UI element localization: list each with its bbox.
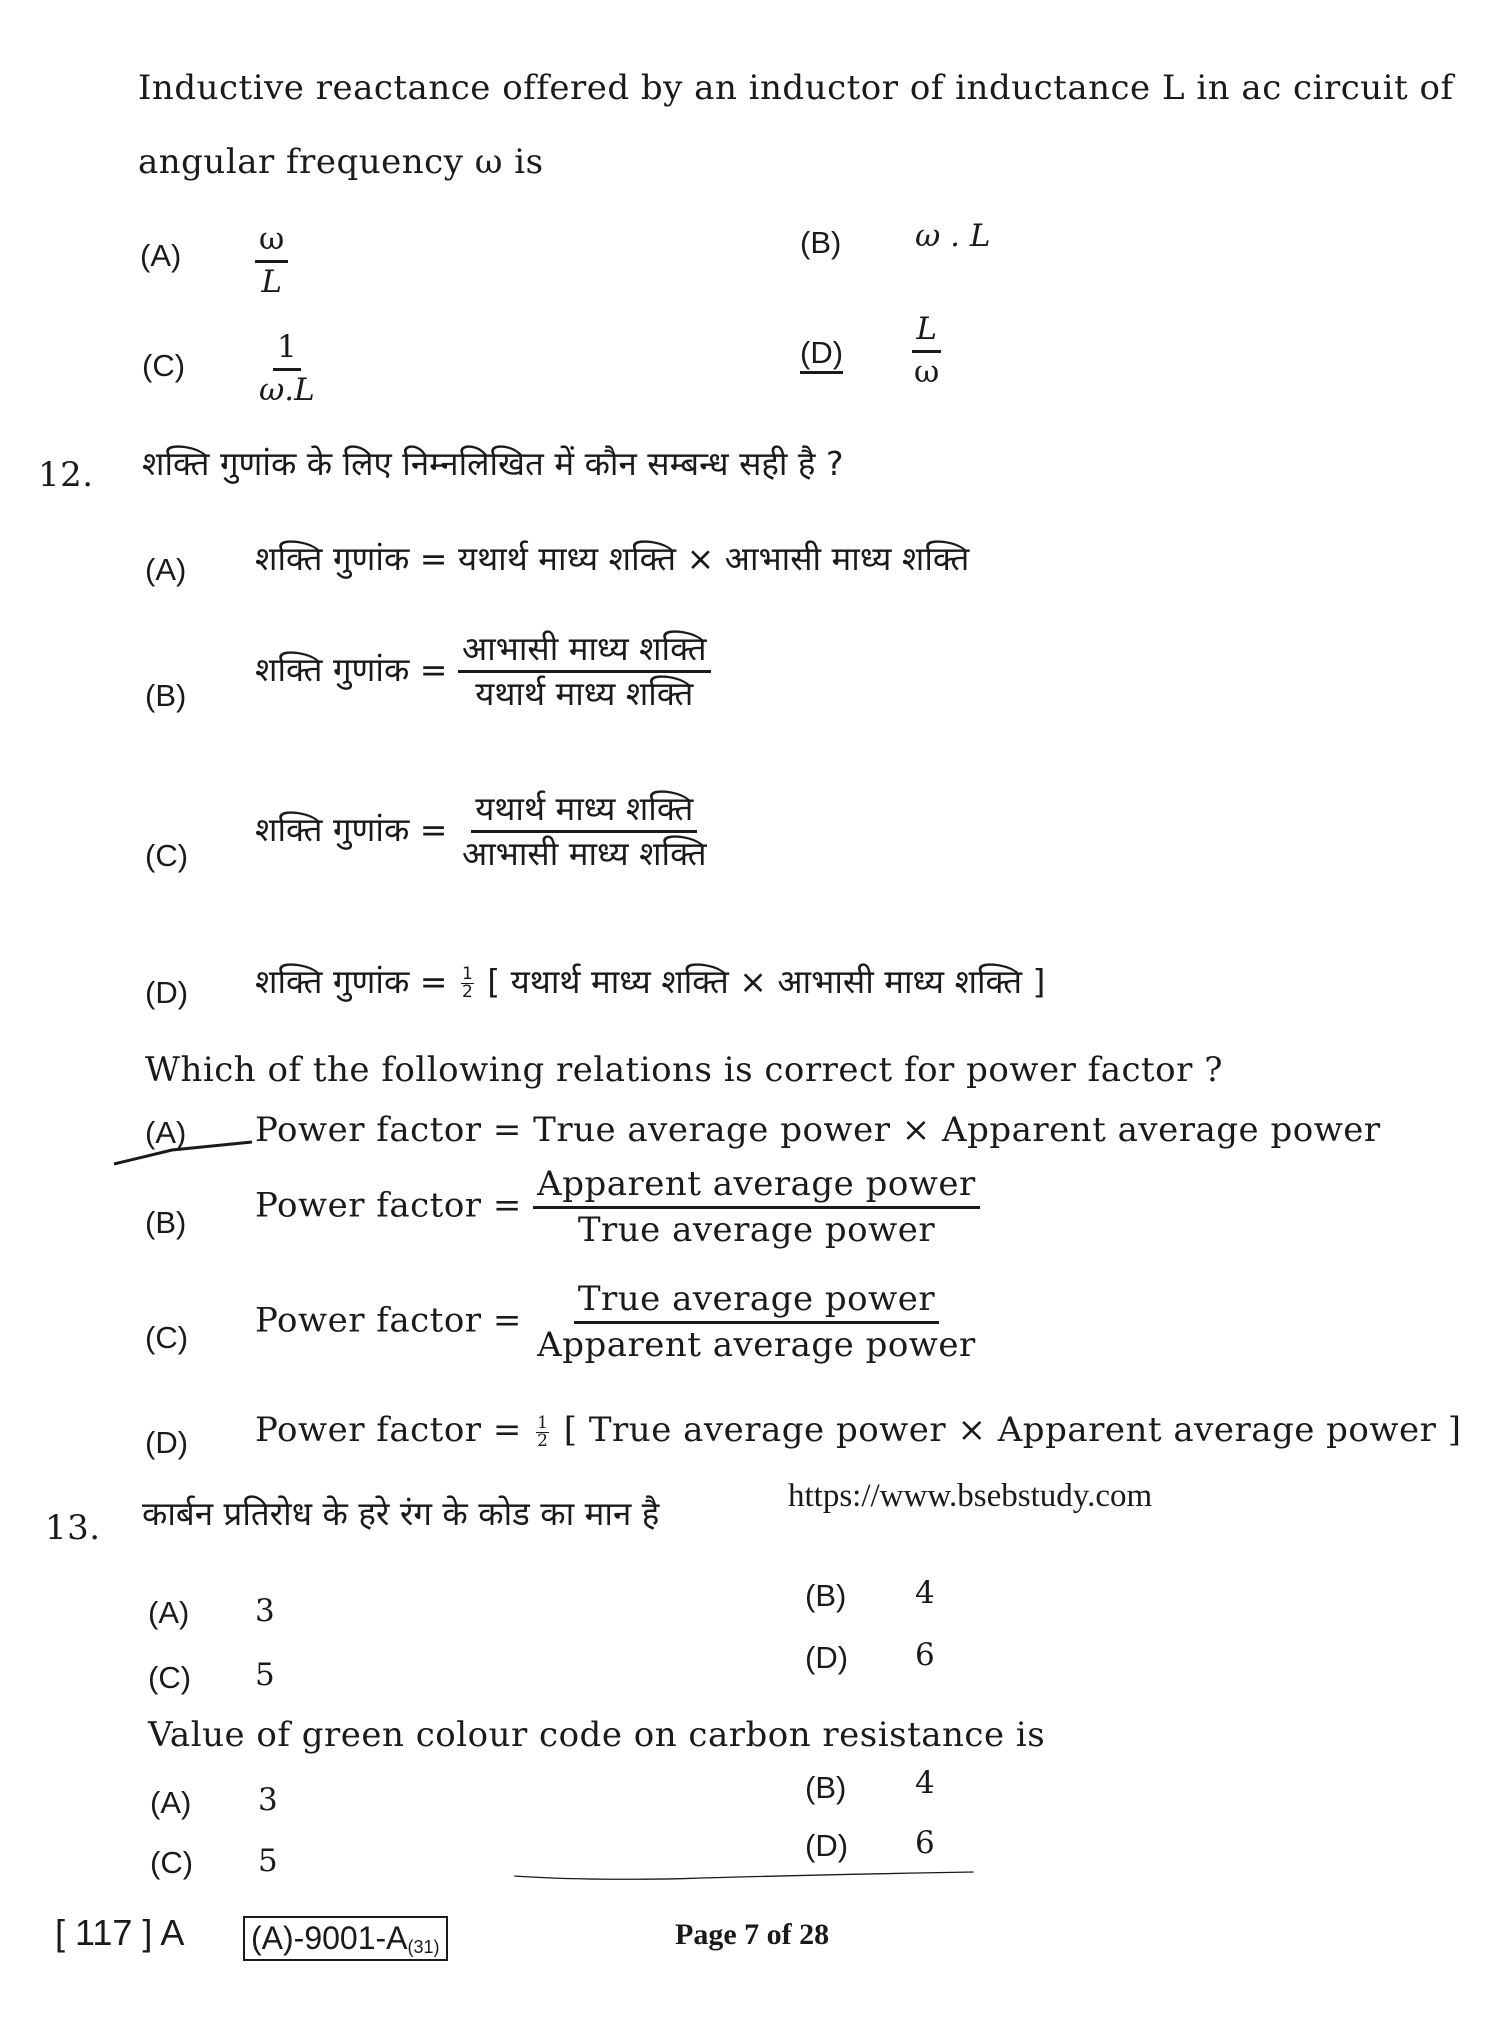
half-denominator: 2 [461, 982, 473, 1002]
fraction-numerator: 1 [273, 330, 301, 371]
q12-en-option-b-label[interactable]: (B) [145, 1205, 187, 1240]
q13-hi-option-d-label[interactable]: (D) [805, 1640, 849, 1675]
q11-option-c-label[interactable]: (C) [142, 348, 186, 383]
q13-hi-option-d-value: 6 [915, 1637, 935, 1673]
q13-text-english: Value of green colour code on carbon resistance is [148, 1715, 1046, 1755]
q12-hi-option-d-label[interactable]: (D) [145, 975, 189, 1010]
lhs: शक्ति गुणांक = [255, 962, 448, 1001]
footer-marks: [ 117 ] A [55, 1912, 185, 1953]
rhs: True average power × Apparent average power [533, 1110, 1381, 1150]
fraction-numerator: True average power [574, 1280, 939, 1324]
q13-hi-option-c-label[interactable]: (C) [148, 1660, 192, 1695]
rhs: यथार्थ माध्य शक्ति × आभासी माध्य शक्ति [457, 539, 970, 578]
fraction-numerator: आभासी माध्य शक्ति [458, 630, 711, 673]
q12-text-english: Which of the following relations is correct for power factor ? [145, 1050, 1223, 1090]
q12-hi-option-a-label[interactable]: (A) [145, 552, 187, 587]
paper-code: (A)-9001-A [251, 1920, 408, 1956]
footer-page-number: Page 7 of 28 [675, 1918, 830, 1951]
q13-en-option-d-value: 6 [915, 1825, 935, 1861]
q12-en-option-a-value [255, 1110, 1381, 1150]
lhs: Power factor = [255, 1110, 522, 1150]
q13-hi-option-b-value: 4 [915, 1575, 935, 1611]
q12-hi-option-d-value [255, 958, 1045, 1003]
q12-number: 12. [38, 455, 94, 495]
q11-option-c-value [255, 330, 319, 408]
q12-hi-option-c-value [255, 790, 711, 873]
fraction-denominator: आभासी माध्य शक्ति [461, 833, 707, 873]
footer-divider [55, 1870, 1433, 1880]
q12-hi-option-b-label[interactable]: (B) [145, 678, 187, 713]
q12-en-option-a-label[interactable]: (A) [145, 1115, 187, 1150]
q12-hi-option-a-value [255, 535, 969, 580]
q13-hi-option-a-label[interactable]: (A) [148, 1595, 190, 1630]
lhs: शक्ति गुणांक = [255, 649, 448, 689]
fraction-numerator: यथार्थ माध्य शक्ति [471, 790, 697, 833]
fraction-denominator: True average power [577, 1210, 936, 1251]
q12-en-option-d-label[interactable]: (D) [145, 1425, 189, 1460]
half-numerator: 1 [461, 964, 473, 984]
lhs: शक्ति गुणांक = [255, 809, 448, 849]
half-denominator: 2 [537, 1430, 549, 1451]
q13-hi-option-c-value: 5 [255, 1657, 275, 1693]
fraction-denominator: ω.L [259, 371, 315, 408]
q12-en-option-c-label[interactable]: (C) [145, 1320, 189, 1355]
q13-en-option-a-value: 3 [258, 1782, 278, 1818]
q11-option-b-value: ω . L [915, 218, 991, 254]
q12-en-option-b-value [255, 1165, 980, 1250]
q13-en-option-c-label[interactable]: (C) [150, 1845, 194, 1880]
q11-option-d-value [910, 312, 943, 390]
q11-text-line2: angular frequency ω is [138, 142, 544, 182]
q12-text-hindi: शक्ति गुणांक के लिए निम्नलिखित में कौन सम्बन्ध सही है ? [142, 444, 844, 483]
lhs: Power factor = [255, 1410, 522, 1450]
fraction-numerator: Apparent average power [533, 1165, 980, 1209]
q13-en-option-d-label[interactable]: (D) [805, 1828, 849, 1863]
q11-option-a-value [255, 222, 288, 300]
fraction-denominator: L [261, 263, 282, 300]
watermark-url: https://www.bsebstudy.com [788, 1478, 1153, 1514]
paper-code-subscript: (31) [407, 1937, 440, 1957]
lhs: Power factor = [255, 1300, 522, 1341]
rhs: [ यथार्थ माध्य शक्ति × आभासी माध्य शक्ति ] [487, 962, 1046, 1001]
q13-hi-option-b-label[interactable]: (B) [805, 1578, 847, 1613]
fraction-denominator: ω [914, 353, 940, 390]
q11-option-d-label-marked[interactable]: (D) [800, 335, 843, 374]
q11-option-b-label[interactable]: (B) [800, 225, 842, 260]
q11-text-line1: Inductive reactance offered by an inductor of inductance L in ac circuit of [138, 68, 1454, 108]
q11-option-a-label[interactable]: (A) [140, 238, 182, 273]
q12-hi-option-b-value [255, 630, 711, 713]
q13-text-hindi: कार्बन प्रतिरोध के हरे रंग के कोड का मान है [142, 1494, 660, 1533]
q12-hi-option-c-label[interactable]: (C) [145, 838, 189, 873]
q13-en-option-c-value: 5 [258, 1843, 278, 1879]
rhs: [ True average power × Apparent average power ] [563, 1410, 1462, 1450]
q12-en-option-c-value [255, 1280, 980, 1365]
fraction-denominator: यथार्थ माध्य शक्ति [475, 673, 694, 713]
fraction-numerator: ω [255, 222, 288, 263]
fraction-denominator: Apparent average power [537, 1325, 976, 1366]
footer-paper-code [243, 1916, 448, 1961]
lhs: Power factor = [255, 1185, 522, 1226]
answer-mark-stroke-icon [112, 1128, 262, 1168]
q13-number: 13. [45, 1508, 101, 1548]
q13-hi-option-a-value: 3 [255, 1593, 275, 1629]
q13-en-option-a-label[interactable]: (A) [150, 1785, 192, 1820]
half-numerator: 1 [537, 1412, 549, 1433]
q13-en-option-b-value: 4 [915, 1765, 935, 1801]
q13-en-option-b-label[interactable]: (B) [805, 1770, 847, 1805]
fraction-numerator: L [912, 312, 941, 353]
q12-en-option-d-value [255, 1410, 1461, 1450]
lhs: शक्ति गुणांक = [255, 539, 448, 578]
